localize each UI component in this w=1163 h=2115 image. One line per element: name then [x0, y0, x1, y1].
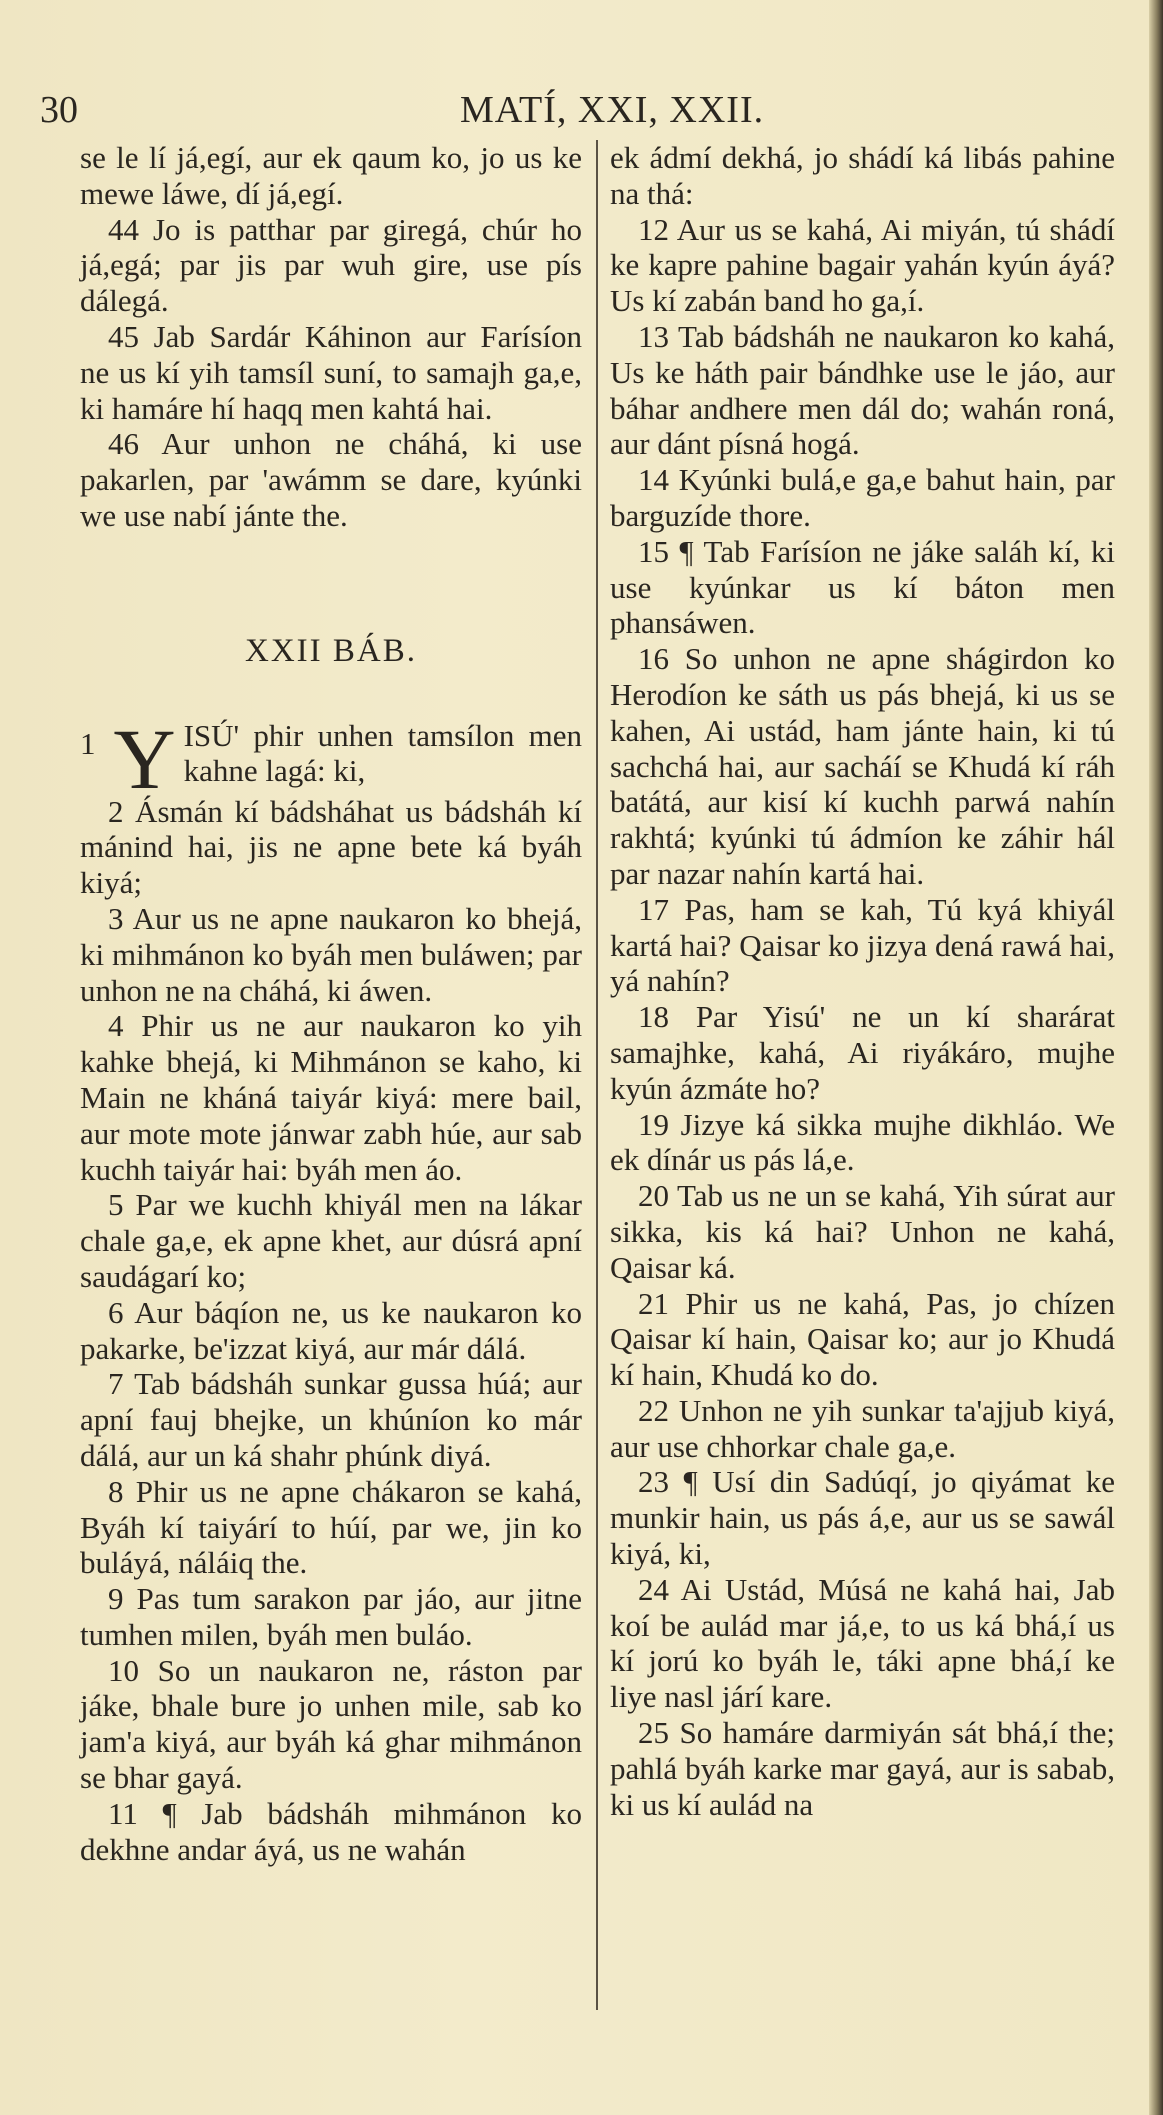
verse: 18 Par Yisú' ne un kí sharárat samajhke, kahá, Ai riyákáro, mujhe kyún ázmáte ho?: [610, 999, 1115, 1106]
column-divider: [596, 140, 598, 2010]
page-edge-shadow: [1149, 0, 1163, 2115]
verse: 13 Tab bádsháh ne naukaron ko kahá, Us ke háth pair bándhke use le jáo, aur báhar andhere men dál do; wahán roná, aur dánt písná hogá.: [610, 318, 1115, 462]
verse: 4 Phir us ne aur naukaron ko yih kahke bhejá, ki Mihmánon se kaho, ki Main ne kháná taiyár kiyá: mere bail, aur mote mote jánwar zabh húe, aur sab kuchh taiyár hai: byáh men áo.: [80, 1008, 582, 1187]
verse: 3 Aur us ne apne naukaron ko bhejá, ki mihmánon ko byáh men buláwen; par unhon ne na cháhá, ki áwen.: [80, 900, 582, 1008]
verse: 5 Par we kuchh khiyál men na lákar chale ga,e, ek apne khet, aur dúsrá apní saudágarí ko;: [80, 1187, 582, 1294]
verse: 11 ¶ Jab bádsháh mihmánon ko dekhne andar áyá, us ne wahán: [80, 1795, 582, 1867]
drop-cap: Y: [113, 710, 176, 807]
verse: 8 Phir us ne apne chákaron se kahá, Byáh kí taiyárí to húí, par we, jin ko buláyá, náláiq the.: [80, 1473, 582, 1581]
verse: 21 Phir us ne kahá, Pas, jo chízen Qaisar kí hain, Qaisar ko; aur jo Khudá kí hain, Khudá ko do.: [610, 1285, 1115, 1393]
verse: 23 ¶ Usí din Sadúqí, jo qiyámat ke munkir hain, us pás á,e, aur us se sawál kiyá, ki,: [610, 1464, 1115, 1572]
verse-1-number: 1: [80, 725, 96, 761]
verse: 12 Aur us se kahá, Ai miyán, tú shádí ke kapre pahine bagair yahán kyún áyá? Us kí zabán band ho ga,í.: [610, 211, 1115, 319]
verse: 44 Jo is patthar par giregá, chúr ho já,egá; par jis par wuh gire, use pís dálegá.: [80, 211, 582, 319]
verse: 25 So hamáre darmiyán sát bhá,í the; pahlá byáh karke mar gayá, aur is sabab, ki us kí aulád na: [610, 1715, 1115, 1822]
verse: 6 Aur báqíon ne, us ke naukaron ko pakarke, be'izzat kiyá, aur már dálá.: [80, 1294, 582, 1366]
verse: 15 ¶ Tab Farísíon ne jáke saláh kí, ki use kyúnkar us kí báton men phansáwen.: [610, 533, 1115, 641]
verse-1: [80, 710, 582, 807]
verse: 9 Pas tum sarakon par jáo, aur jitne tumhen milen, byáh men buláo.: [80, 1581, 582, 1652]
right-column-opening: ek ádmí dekhá, jo shádí ká libás pahine na thá:: [610, 140, 1115, 211]
verse: 24 Ai Ustád, Músá ne kahá hai, Jab koí be aulád mar já,e, to us ká bhá,í us kí jorú ko byáh le, táki apne bhá,í ke liye nasl járí kare.: [610, 1571, 1115, 1715]
verse: 19 Jizye ká sikka mujhe dikhláo. We ek dínár us pás lá,e.: [610, 1106, 1115, 1178]
verse-1-text: ISÚ' phir unhen tamsílon men kahne lagá: ki,: [183, 717, 582, 789]
left-column: [80, 140, 582, 1867]
verse: 10 So un naukaron ne, ráston par jáke, bhale bure jo unhen mile, sab ko jam'a kiyá, aur byáh ká ghar mihmánon se bhar gayá.: [80, 1652, 582, 1796]
verse: 7 Tab bádsháh sunkar gussa húá; aur apní fauj bhejke, un khúníon ko már dálá, aur un ká shahr phúnk diyá.: [80, 1366, 582, 1473]
left-column-opening: se le lí já,egí, aur ek qaum ko, jo us ke mewe láwe, dí já,egí.: [80, 140, 582, 211]
verse: 22 Unhon ne yih sunkar ta'ajjub kiyá, aur use chhorkar chale ga,e.: [610, 1392, 1115, 1464]
running-title: MATÍ, XXI, XXII.: [460, 89, 765, 131]
verse: 16 So unhon ne apne shágirdon ko Herodíon ke sáth us pás bhejá, ki us se kahen, Ai ustád, ham jánte hain, ki tú sachchá hai, aur sacháí se Khudá kí ráh batátá, aur kisí kí kuchh parwá nahín rakhtá; kyúnki tú ádmíon ke záhir hál par nazar nahín kartá hai.: [610, 641, 1115, 891]
chapter-heading: XXII BÁB.: [245, 632, 417, 669]
page-header: [40, 88, 1120, 138]
verse: 45 Jab Sardár Káhinon aur Farísíon ne us kí yih tamsíl suní, to samajh ga,e, ki hamáre hí haqq men kahtá hai.: [80, 318, 582, 426]
right-column: [610, 140, 1115, 1822]
verse: 46 Aur unhon ne cháhá, ki use pakarlen, par 'awámm se dare, kyúnki we use nabí jánte the.: [80, 426, 582, 533]
verse: 17 Pas, ham se kah, Tú kyá khiyál kartá hai? Qaisar ko jizya dená rawá hai, yá nahín?: [610, 891, 1115, 999]
verse: 20 Tab us ne un se kahá, Yih súrat aur sikka, kis ká hai? Unhon ne kahá, Qaisar ká.: [610, 1178, 1115, 1285]
page-number: 30: [40, 89, 78, 131]
verse: 2 Ásmán kí bádsháhat us bádsháh kí mánind hai, jis ne apne bete ká byáh kiyá;: [80, 793, 582, 901]
verse: 14 Kyúnki bulá,e ga,e bahut hain, par barguzíde thore.: [610, 462, 1115, 533]
